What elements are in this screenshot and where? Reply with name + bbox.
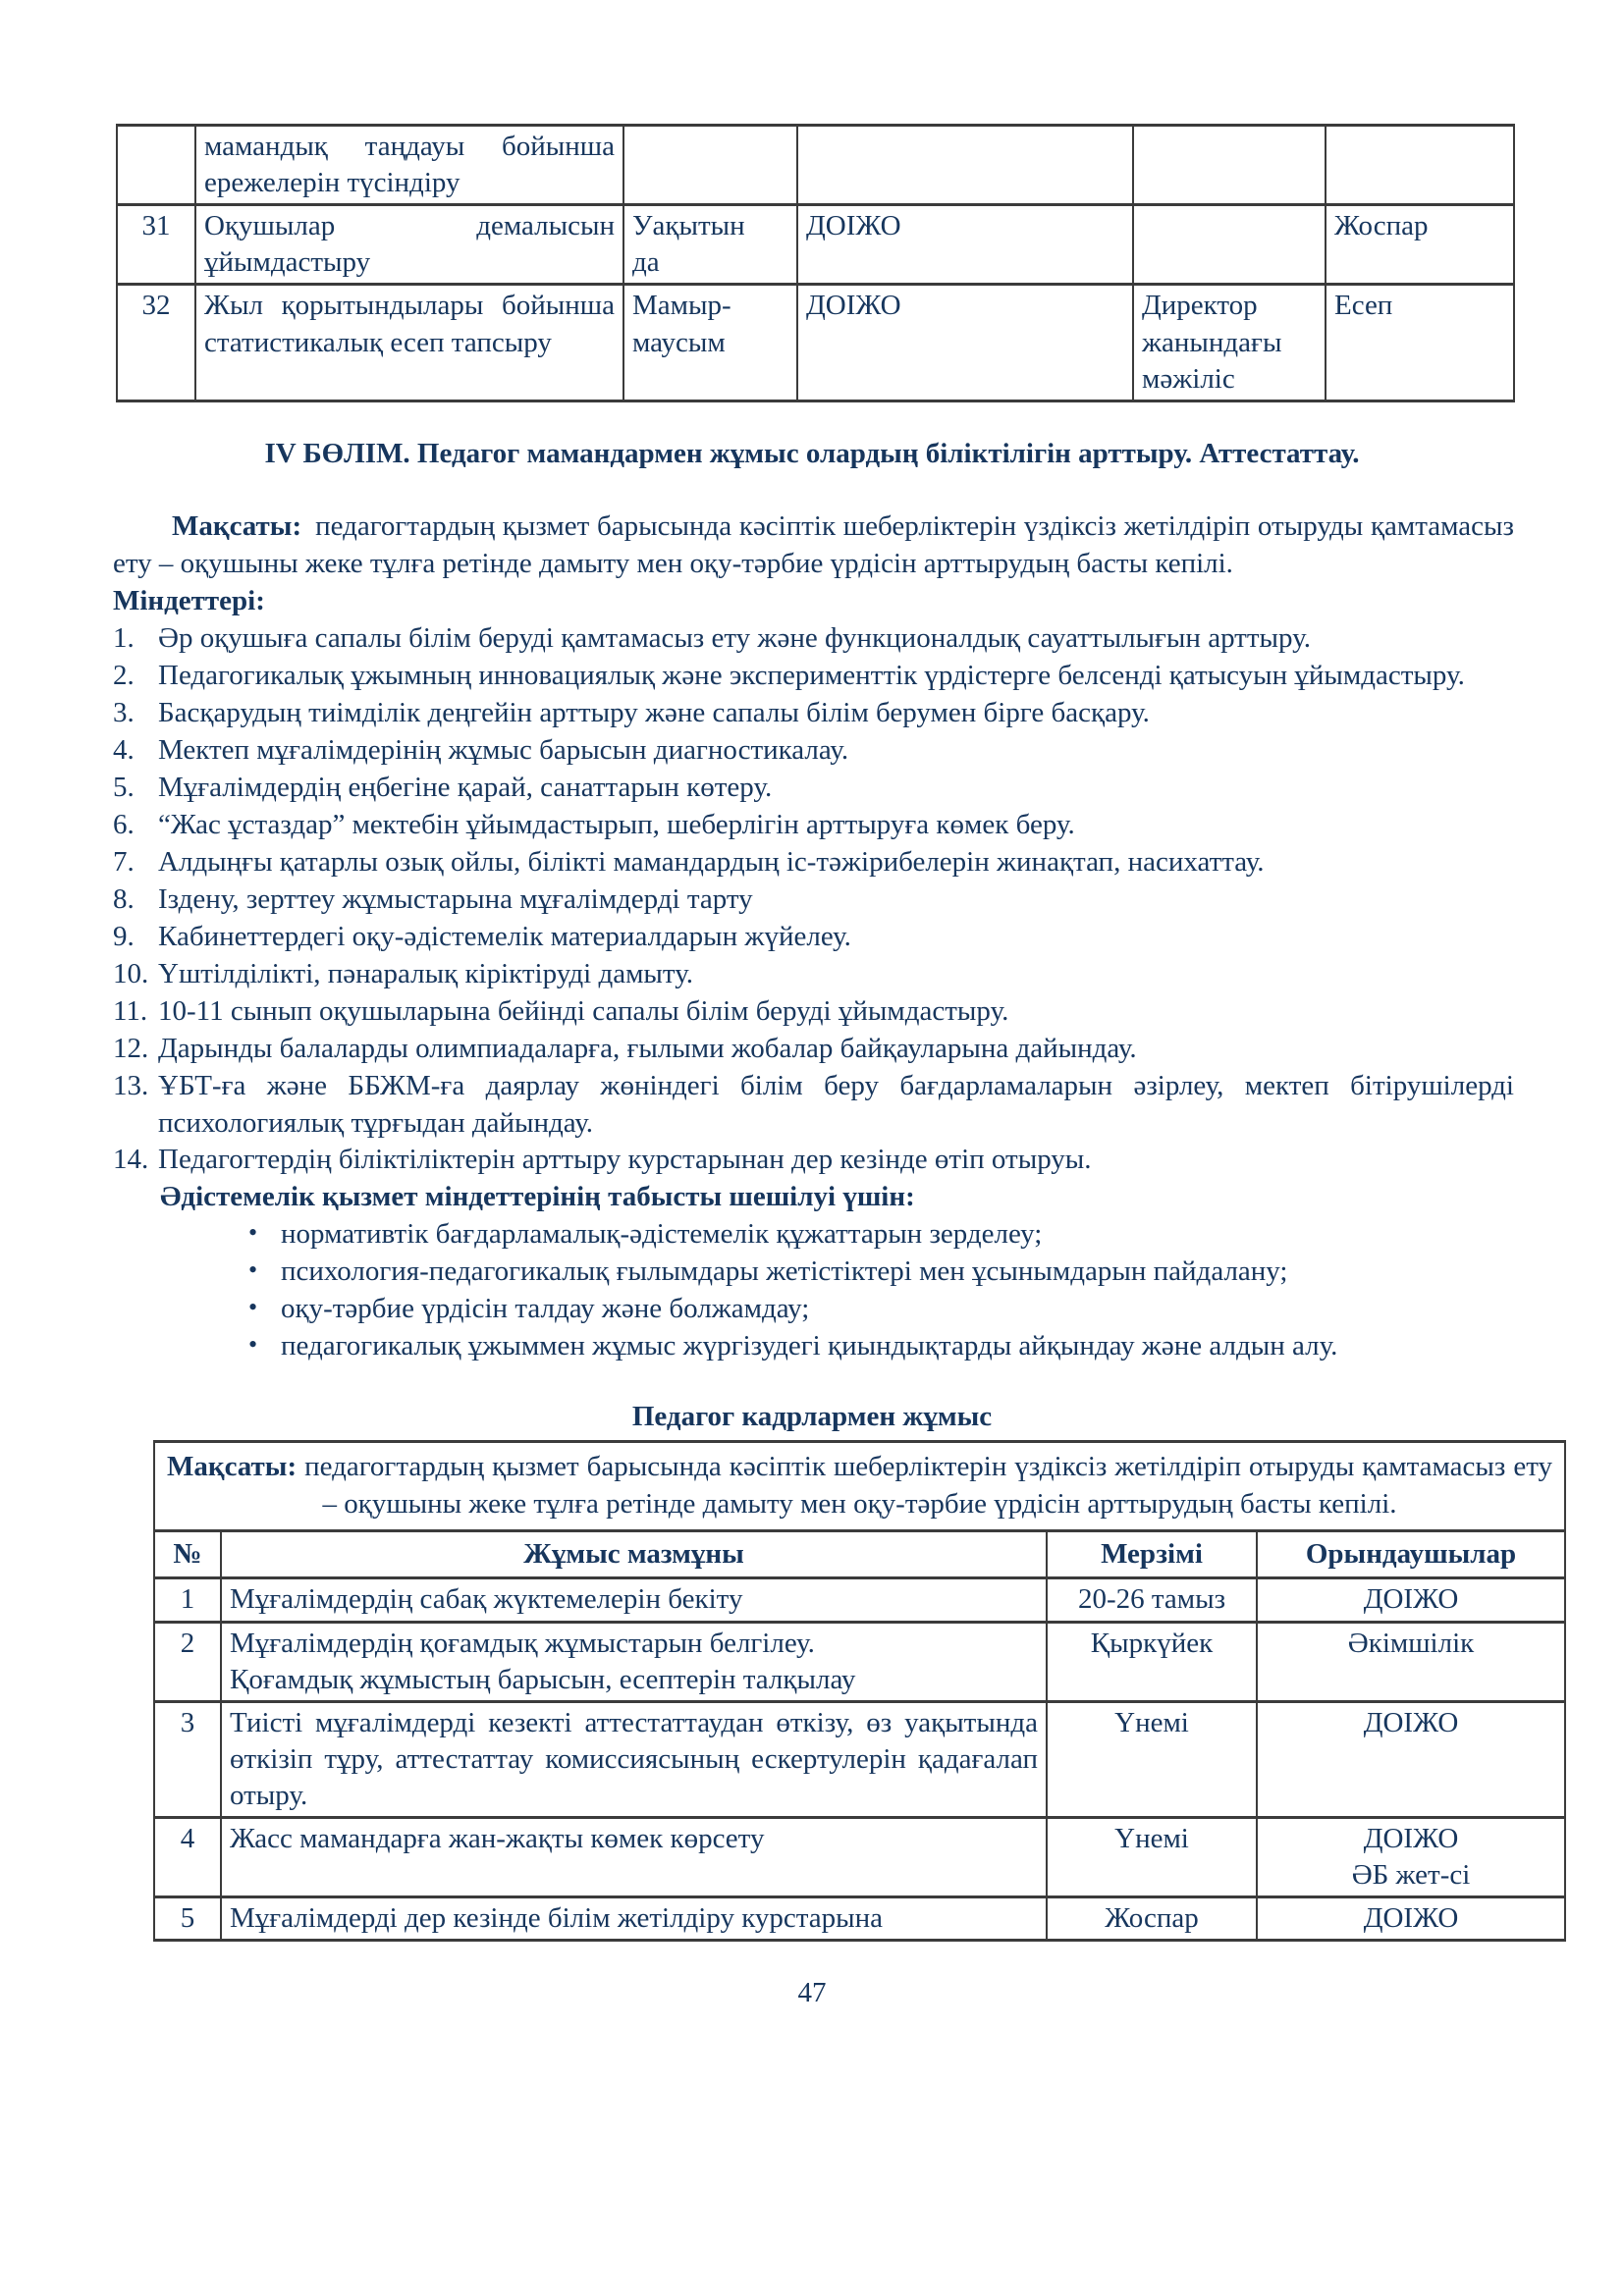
list-item	[113, 620, 1514, 658]
org-cell	[1133, 205, 1326, 285]
column-header-executors: Орындаушылар	[1257, 1531, 1565, 1578]
term-cell: Үнемі	[1047, 1701, 1257, 1817]
item-number: 4.	[113, 733, 135, 766]
term-cell: Жоспар	[1047, 1897, 1257, 1941]
methodical-list	[248, 1216, 1514, 1365]
table-row	[117, 285, 1514, 400]
list-item	[113, 1142, 1514, 1179]
content-line: Мұғалімдердің қоғамдық жұмыстарын белгілеу.	[230, 1627, 815, 1659]
list-item	[113, 1031, 1514, 1068]
item-text: Алдыңғы қатарлы озық ойлы, білікті мамандардың іс-тәжірибелерін жинақтап, насихаттау.	[158, 845, 1265, 878]
list-item	[248, 1291, 1514, 1328]
time-line: Уақытын	[632, 210, 745, 242]
bullet-icon: •	[248, 1293, 258, 1322]
item-number: 11.	[113, 994, 148, 1027]
list-item	[113, 807, 1514, 844]
bullet-icon: •	[248, 1218, 258, 1248]
item-text: Мұғалімдердің еңбегіне қарай, санаттарын көтеру.	[158, 771, 773, 803]
item-number: 3.	[113, 696, 135, 728]
result-cell: Есеп	[1326, 285, 1514, 400]
row-number-cell: 32	[117, 285, 195, 400]
content-cell: Тиісті мұғалімдерді кезекті аттестаттаудан өткізу, өз уақытында өткізіп тұру, аттестаттау комиссиясының ескертулерін қадағалап отыру.	[221, 1701, 1047, 1817]
column-header-term: Мерзімі	[1047, 1531, 1257, 1578]
list-item	[113, 770, 1514, 807]
list-item	[113, 844, 1514, 881]
time-line: да	[632, 246, 660, 279]
item-text: Іздену, зерттеу жұмыстарына мұғалімдерді тарту	[158, 882, 753, 915]
list-item	[248, 1254, 1514, 1291]
item-number: 8.	[113, 882, 135, 915]
item-number: 7.	[113, 845, 135, 878]
time-cell: Мамыр-маусым	[623, 285, 797, 400]
row-number-cell	[117, 126, 195, 205]
item-number: 1.	[113, 621, 135, 654]
content-line: Қоғамдық жұмыстың барысын, есептерін талқылау	[230, 1663, 856, 1695]
table-row	[154, 1578, 1565, 1622]
item-text: Үштілділікті, пәнаралық кіріктіруді дамыту.	[158, 957, 694, 989]
org-cell: Директор жанындағы мәжіліс	[1133, 285, 1326, 400]
section-heading: IV БӨЛІМ. Педагог мамандармен жұмыс олардың біліктілігін арттыру. Аттестаттау.	[264, 437, 1360, 469]
list-item	[113, 1068, 1514, 1143]
column-header-no: №	[154, 1531, 221, 1578]
table-header-row	[154, 1531, 1565, 1578]
column-header-content: Жұмыс мазмұны	[221, 1531, 1047, 1578]
item-number: 13.	[113, 1069, 149, 1101]
goal-text: педагогтардың қызмет барысында кәсіптік шеберліктерін үздіксіз жетілдіріп отыруды қамтамасыз ету – оқушыны жеке тұлға ретінде дамыту мен оқу-тәрбие үрдісін арттырудың басты кепілі.	[113, 509, 1514, 579]
table-row	[154, 1622, 1565, 1701]
item-number: 10.	[113, 957, 149, 989]
term-cell: 20-26 тамыз	[1047, 1578, 1257, 1622]
row-number-cell: 1	[154, 1578, 221, 1622]
item-text: Дарынды балаларды олимпиадаларға, ғылыми жобалар байқауларына дайындау.	[158, 1032, 1137, 1064]
executor-cell: Әкімшілік	[1257, 1622, 1565, 1701]
item-text: Басқарудың тиімділік деңгейін арттыру және сапалы білім берумен бірге басқару.	[158, 696, 1150, 728]
task-cell: Жыл қорытындылары бойынша статистикалық есеп тапсыру	[195, 285, 623, 400]
item-text: Мектеп мұғалімдерінің жұмыс барысын диагностикалау.	[158, 733, 849, 766]
item-number: 9.	[113, 920, 135, 952]
staff-section-heading: Педагог кадрлармен жұмыс	[631, 1401, 993, 1433]
item-number: 5.	[113, 771, 135, 803]
staff-plan-table	[153, 1440, 1566, 1942]
row-number-cell: 3	[154, 1701, 221, 1817]
executor-line: ДОІЖО	[1363, 1823, 1459, 1855]
list-item	[113, 919, 1514, 956]
time-cell	[623, 126, 797, 205]
executor-line: ӘБ жет-сі	[1351, 1859, 1471, 1892]
content-cell	[221, 1622, 1047, 1701]
content-cell: Мұғалімдердің сабақ жүктемелерін бекіту	[221, 1578, 1047, 1622]
result-cell	[1326, 126, 1514, 205]
page-number: 47	[797, 1977, 827, 2009]
result-cell: Жоспар	[1326, 205, 1514, 285]
responsible-cell: ДОІЖО	[797, 205, 1133, 285]
row-number-cell: 4	[154, 1818, 221, 1897]
item-text: ҰБТ-ға және ББЖМ-ға даярлау жөніндегі білім беру бағдарламаларын әзірлеу, мектеп бітірушілерді психологиялық тұрғыдан дайындау.	[158, 1069, 1514, 1139]
table-row	[117, 126, 1514, 205]
list-item	[113, 956, 1514, 993]
objectives-label: Міндеттері:	[113, 584, 265, 616]
time-cell	[623, 205, 797, 285]
item-number: 12.	[113, 1032, 149, 1064]
item-number: 2.	[113, 659, 135, 691]
term-cell: Қыркүйек	[1047, 1622, 1257, 1701]
item-text: оқу-тәрбие үрдісін талдау және болжамдау;	[281, 1293, 810, 1325]
methodical-heading: Әдістемелік қызмет міндеттерінің табысты шешілуі үшін:	[160, 1181, 915, 1213]
executor-cell	[1257, 1818, 1565, 1897]
row-number-cell: 2	[154, 1622, 221, 1701]
objectives-list	[113, 620, 1514, 1180]
executor-cell: ДОІЖО	[1257, 1578, 1565, 1622]
goal-label: Мақсаты:	[172, 509, 302, 542]
executor-cell: ДОІЖО	[1257, 1897, 1565, 1941]
table-row	[117, 205, 1514, 285]
table-row	[154, 1442, 1565, 1531]
table-row	[154, 1897, 1565, 1941]
item-text: Әр оқушыға сапалы білім беруді қамтамасыз ету және функционалдық сауаттылығын арттыру.	[158, 621, 1311, 654]
list-item	[248, 1328, 1514, 1365]
list-item	[248, 1216, 1514, 1254]
item-text: Педагогтердің біліктіліктерін арттыру курстарынан дер кезінде өтіп отыруы.	[158, 1144, 1092, 1176]
content-cell: Жасс мамандарға жан-жақты көмек көрсету	[221, 1818, 1047, 1897]
item-text: 10-11 сынып оқушыларына бейінді сапалы білім беруді ұйымдастыру.	[158, 994, 1009, 1027]
item-text: педагогикалық ұжыммен жұмыс жүргізудегі қиындықтарды айқындау және алдын алу.	[281, 1330, 1338, 1362]
list-item	[113, 695, 1514, 732]
row-number-cell: 31	[117, 205, 195, 285]
item-text: психология-педагогикалық ғылымдары жетістіктері мен ұсынымдарын пайдалану;	[281, 1255, 1288, 1288]
goal-paragraph	[113, 508, 1514, 583]
task-cell: Оқушылар демалысын ұйымдастыру	[195, 205, 623, 285]
executor-cell: ДОІЖО	[1257, 1701, 1565, 1817]
content-cell: Мұғалімдерді дер кезінде білім жетілдіру курстарына	[221, 1897, 1047, 1941]
task-cell: мамандық таңдауы бойынша ережелерін түсіндіру	[195, 126, 623, 205]
list-item	[113, 658, 1514, 695]
goal-label: Мақсаты:	[167, 1451, 298, 1483]
list-item	[113, 993, 1514, 1031]
item-text: Педагогикалық ұжымның инновациялық және эксперименттік үрдістерге белсенді қатысуын ұйымдастыру.	[158, 659, 1465, 691]
item-text: Кабинеттердегі оқу-әдістемелік материалдарын жүйелеу.	[158, 920, 851, 952]
bullet-icon: •	[248, 1330, 258, 1360]
item-text: “Жас ұстаздар” мектебін ұйымдастырып, шеберлігін арттыруға көмек беру.	[158, 808, 1075, 840]
row-number-cell: 5	[154, 1897, 221, 1941]
responsible-cell	[797, 126, 1133, 205]
responsible-cell: ДОІЖО	[797, 285, 1133, 400]
table-row	[154, 1701, 1565, 1817]
table-row	[154, 1818, 1565, 1897]
org-cell	[1133, 126, 1326, 205]
table-goal-cell	[154, 1442, 1565, 1531]
item-text: нормативтік бағдарламалық-әдістемелік құжаттарын зерделеу;	[281, 1218, 1043, 1251]
item-number: 6.	[113, 808, 135, 840]
item-number: 14.	[113, 1144, 149, 1176]
bullet-icon: •	[248, 1255, 258, 1285]
top-plan-table	[116, 124, 1515, 402]
list-item	[113, 881, 1514, 919]
list-item	[113, 732, 1514, 770]
term-cell: Үнемі	[1047, 1818, 1257, 1897]
goal-text: педагогтардың қызмет барысында кәсіптік шеберліктерін үздіксіз жетілдіріп отыруды қамтамасыз ету – оқушыны жеке тұлға ретінде дамыту мен оқу-тәрбие үрдісін арттырудың басты кепілі.	[304, 1451, 1553, 1521]
